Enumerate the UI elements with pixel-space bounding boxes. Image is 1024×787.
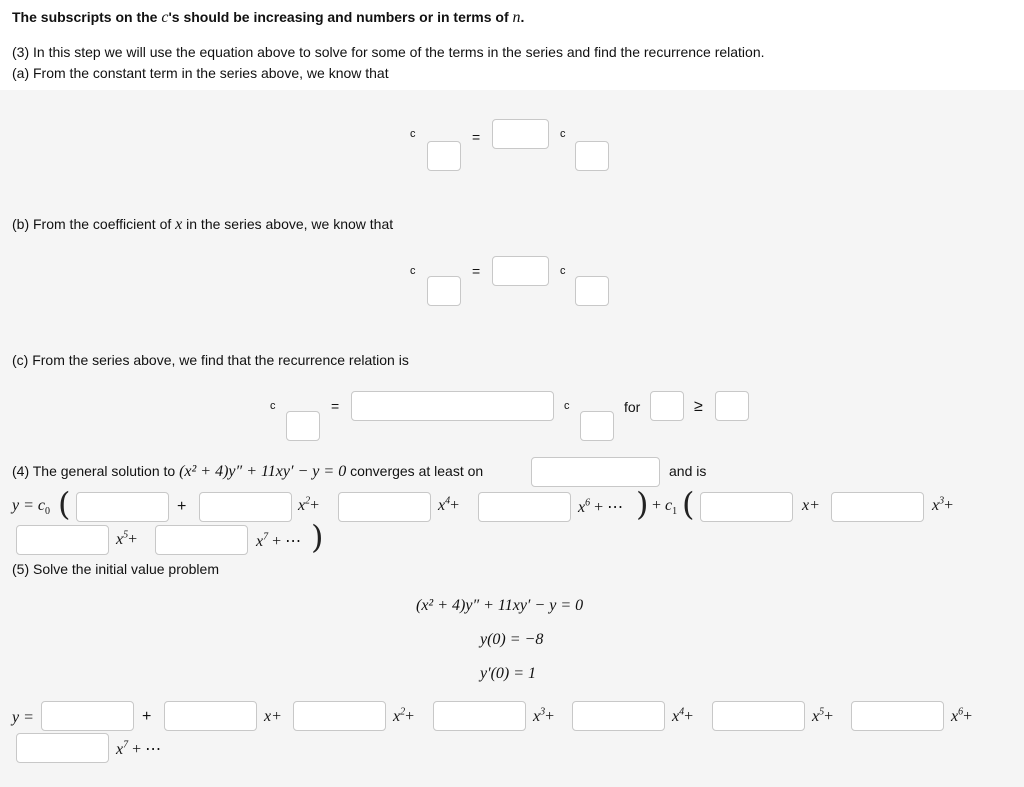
x5-term: [812, 708, 833, 726]
x7-exponent: 7: [263, 531, 269, 543]
x7-exponent: 7: [123, 739, 129, 751]
x3-exponent: 3: [540, 706, 546, 718]
x5-term: [116, 531, 137, 549]
equals-sign: =: [472, 263, 481, 279]
step3a-label: (a) From the constant term in the series above, we know that: [12, 65, 389, 81]
initial-condition-1: y(0) = −8: [480, 631, 544, 648]
y-equals: y =: [12, 709, 34, 726]
term-plus: +: [450, 497, 460, 514]
x2-exponent: 2: [400, 706, 406, 718]
x3-term: [932, 497, 953, 515]
instruction-mid: 's should be increasing and numbers or in terms of: [168, 9, 513, 25]
x6-base: x: [951, 708, 959, 725]
ivp-x5-input[interactable]: [712, 701, 805, 731]
open-paren: (: [58, 485, 71, 523]
term-plus: +: [963, 708, 973, 725]
step5-label: (5) Solve the initial value problem: [12, 561, 219, 577]
y-equals: y =: [12, 497, 38, 514]
series-c1-x7-input[interactable]: [155, 525, 248, 555]
close-paren: ): [636, 485, 649, 523]
ellipsis-tail: + ⋯: [268, 533, 302, 550]
term-plus: +: [128, 531, 138, 548]
ivp-x2-input[interactable]: [293, 701, 386, 731]
step4-label-pre: (4) The general solution to: [12, 463, 180, 479]
ivp-ode: (x² + 4)y″ + 11xy′ − y = 0: [416, 597, 584, 614]
instruction-end: .: [520, 9, 525, 25]
step3b-label-pre: (b) From the coefficient of: [12, 216, 176, 232]
index-start-input[interactable]: [715, 391, 749, 421]
x5-base: x: [116, 531, 124, 548]
subscript-input[interactable]: [427, 276, 461, 306]
x2-base: x: [393, 708, 401, 725]
instruction-prefix: The subscripts on the: [12, 9, 162, 25]
c-letter: c: [270, 400, 276, 412]
c-letter: c: [560, 265, 566, 277]
subscript-input[interactable]: [575, 141, 609, 171]
series-c1-x5-input[interactable]: [16, 525, 109, 555]
x5-exponent: 5: [819, 706, 825, 718]
step4-ode: (x² + 4)y″ + 11xy′ − y = 0: [179, 463, 347, 480]
c-letter: c: [410, 265, 416, 277]
series-c1-x-input[interactable]: [700, 492, 793, 522]
close-paren: ): [311, 518, 324, 556]
ivp-x6-input[interactable]: [851, 701, 944, 731]
x3-base: x: [932, 497, 940, 514]
subscript-input[interactable]: [575, 276, 609, 306]
term-plus: +: [824, 708, 834, 725]
ivp-term0-input[interactable]: [41, 701, 134, 731]
ellipsis-tail: + ⋯: [590, 499, 624, 516]
ivp-x3-input[interactable]: [433, 701, 526, 731]
step4-label: [12, 463, 483, 481]
series-c0-x2-input[interactable]: [199, 492, 292, 522]
x4-exponent: 4: [445, 495, 451, 507]
term-plus: +: [545, 708, 555, 725]
x4-exponent: 4: [679, 706, 685, 718]
x6-term: [951, 708, 972, 726]
ivp-x7-input[interactable]: [16, 733, 109, 763]
x6-exponent: 6: [958, 706, 964, 718]
x2-base: x: [298, 497, 306, 514]
plus-sign: +: [177, 498, 187, 515]
series-c0-term0-input[interactable]: [76, 492, 169, 522]
c0-symbol: c: [37, 497, 46, 514]
convergence-interval-input[interactable]: [531, 457, 660, 487]
x6-exponent: 6: [585, 497, 591, 509]
coefficient-input[interactable]: [492, 119, 549, 149]
x-term: x+: [264, 708, 282, 725]
initial-condition-2: y′(0) = 1: [480, 665, 537, 682]
term-plus: +: [944, 497, 954, 514]
x7-base: x: [256, 533, 264, 550]
step3b-label-post: in the series above, we know that: [182, 216, 394, 232]
term-plus: +: [310, 497, 320, 514]
c-letter: c: [564, 400, 570, 412]
step4-label-post: converges at least on: [346, 463, 484, 479]
instruction-n: n: [512, 9, 521, 26]
c1-subscript: 1: [672, 506, 678, 518]
term-plus: +: [405, 708, 415, 725]
plus-c1: [652, 497, 678, 518]
x2-exponent: 2: [305, 495, 311, 507]
x7-term: [116, 739, 161, 759]
term-plus: +: [684, 708, 694, 725]
and-is-label: and is: [669, 463, 707, 479]
step3-intro: (3) In this step we will use the equation above to solve for some of the terms in the series and find the recurrence relation.: [12, 44, 765, 60]
x4-term: [672, 708, 693, 726]
step3c-label: (c) From the series above, we find that the recurrence relation is: [12, 352, 409, 368]
y-equals-c0: [12, 497, 51, 518]
plus-c1-sign: +: [652, 497, 666, 514]
x2-term: [298, 497, 319, 515]
series-c1-x3-input[interactable]: [831, 492, 924, 522]
ivp-x-input[interactable]: [164, 701, 257, 731]
c-letter: c: [560, 128, 566, 140]
recurrence-input[interactable]: [351, 391, 554, 421]
x3-term: [533, 708, 554, 726]
x2-term: [393, 708, 414, 726]
x3-base: x: [533, 708, 541, 725]
for-label: for: [624, 399, 641, 415]
x4-term: [438, 497, 459, 515]
equals-sign: =: [472, 129, 481, 145]
series-c0-x4-input[interactable]: [338, 492, 431, 522]
instruction-text: [12, 9, 524, 27]
c0-subscript: 0: [45, 506, 51, 518]
x5-base: x: [812, 708, 820, 725]
subscript-input[interactable]: [427, 141, 461, 171]
plus-sign: +: [142, 708, 152, 725]
x-term: x+: [802, 497, 820, 514]
x4-base: x: [438, 497, 446, 514]
x6-term: [578, 497, 623, 517]
equals-sign: =: [331, 398, 340, 414]
x5-exponent: 5: [123, 529, 129, 541]
x7-base: x: [116, 741, 124, 758]
step3b-label: [12, 216, 393, 234]
x6-base: x: [578, 499, 586, 516]
x4-base: x: [672, 708, 680, 725]
geq-sign: ≥: [694, 398, 703, 415]
coefficient-input[interactable]: [492, 256, 549, 286]
series-c0-x6-input[interactable]: [478, 492, 571, 522]
open-paren: (: [682, 485, 695, 523]
c1-symbol: c: [665, 497, 673, 514]
subscript-input[interactable]: [580, 411, 614, 441]
instruction-var: c: [161, 9, 169, 26]
c-letter: c: [410, 128, 416, 140]
x3-exponent: 3: [939, 495, 945, 507]
ellipsis-tail: + ⋯: [128, 741, 162, 758]
x7-term: [256, 531, 301, 551]
ivp-x4-input[interactable]: [572, 701, 665, 731]
subscript-input[interactable]: [286, 411, 320, 441]
step3b-label-var: x: [175, 216, 183, 233]
index-variable-input[interactable]: [650, 391, 684, 421]
